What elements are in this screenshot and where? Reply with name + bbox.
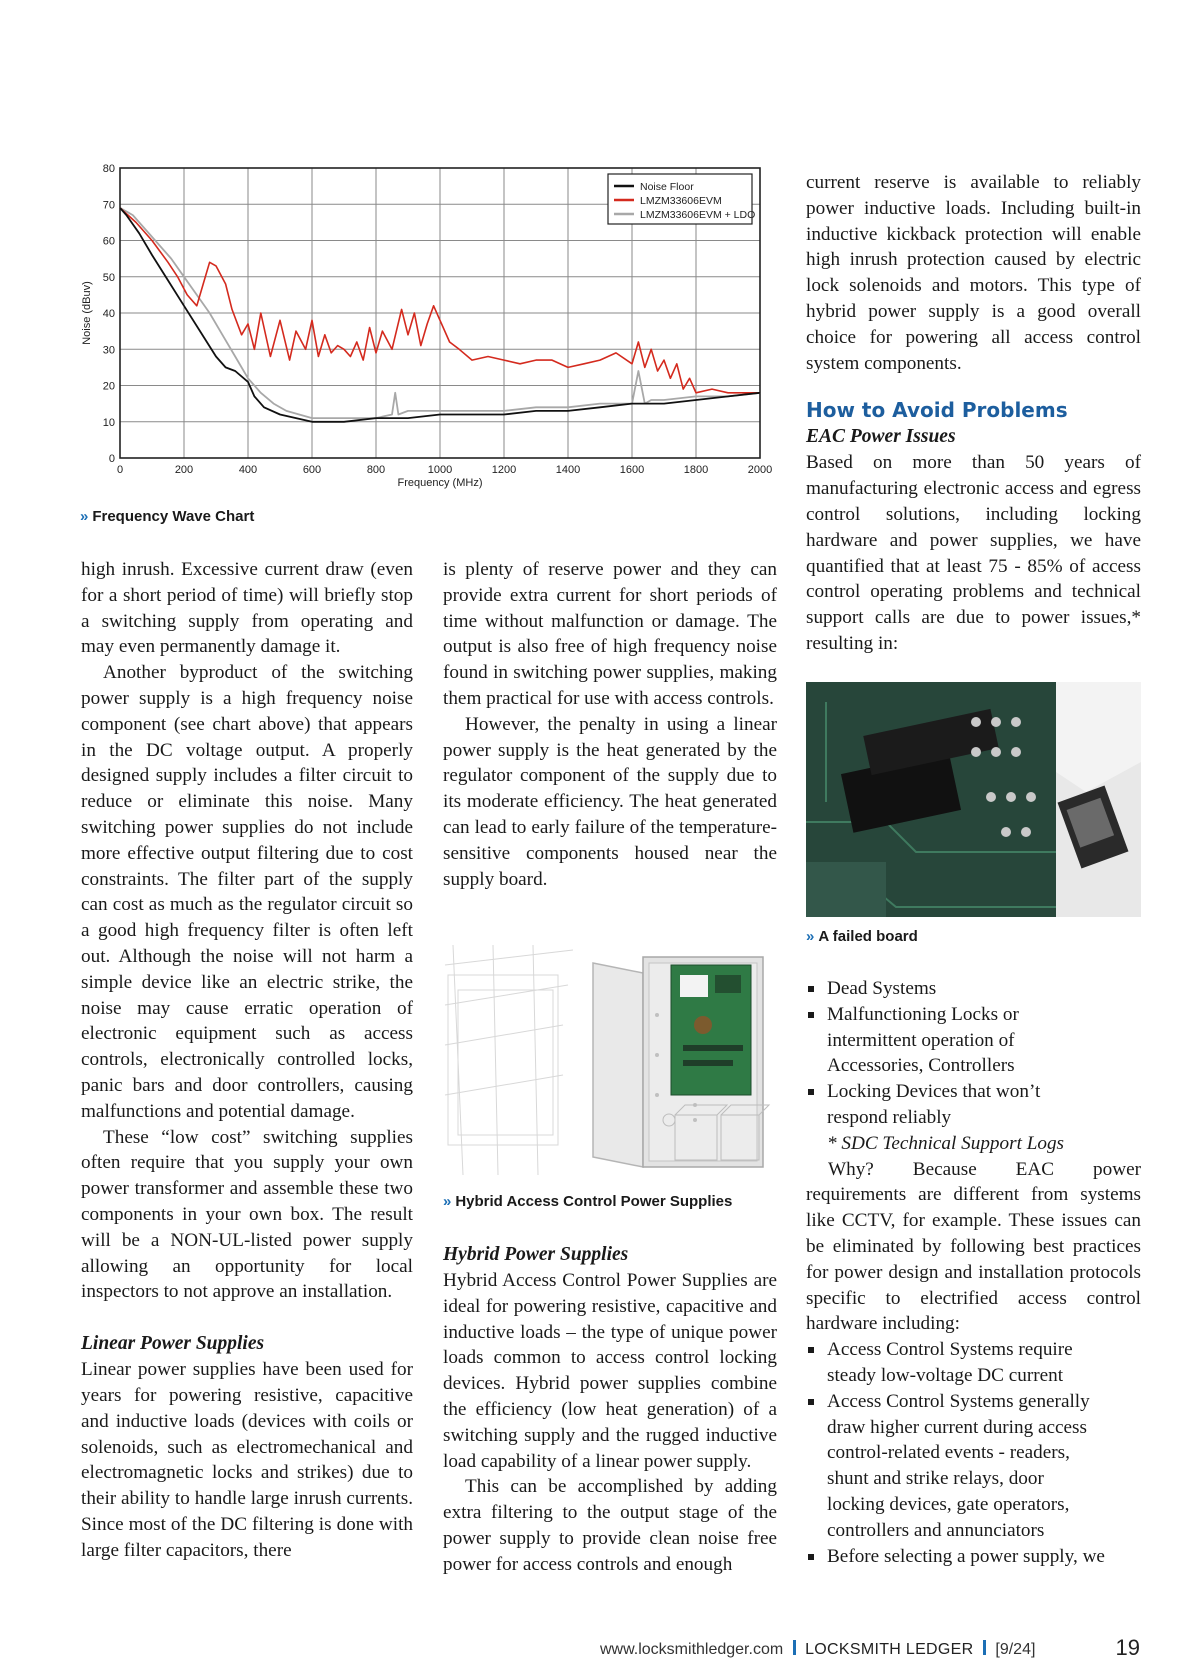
x-tick-label: 600 [302, 464, 322, 476]
x-tick-label: 200 [174, 464, 194, 476]
chevron-icon: » [80, 508, 89, 525]
failed-board-image [806, 682, 1141, 917]
y-tick-label: 40 [102, 308, 115, 320]
y-tick-label: 50 [102, 271, 115, 284]
footer-issue: [9/24] [995, 1641, 1036, 1658]
legend-label: LMZM33606EVM + LDO [640, 209, 756, 221]
requirements-list [806, 1337, 1106, 1569]
eac-power-issues-heading: EAC Power Issues [806, 426, 956, 448]
col1-paragraph-1: high inrush. Excessive current draw (even for a short period of time) will briefly stop a switching supply from operating and may even permanently damage it. [81, 559, 413, 658]
board-caption [806, 928, 918, 945]
x-axis-label: Frequency (MHz) [397, 477, 483, 489]
chart-caption [80, 508, 254, 525]
col3-paragraph-3: Why? Because EAC power requirements are different from systems like CCTV, for example. These issues can be eliminated by following best practices for power design and installation protocols specific to electrified access control hardware including: [806, 1158, 1141, 1335]
legend-label: LMZM33606EVM [640, 195, 722, 207]
column-3-top [806, 170, 1141, 657]
divider [793, 1640, 796, 1655]
footnote: * SDC Technical Support Logs [827, 1132, 1065, 1154]
column-1 [81, 557, 413, 1563]
x-tick-label: 1800 [683, 464, 709, 476]
board-caption-text: A failed board [818, 928, 918, 945]
y-tick-label: 30 [102, 344, 115, 357]
hybrid-power-supply-image [443, 945, 777, 1175]
col2-paragraph-2: However, the penalty in using a linear power supply is the heat generated by the regulator component of the supply due to its moderate efficiency. The heat generated can lead to early failure of the temperature-sensitive components housed near the supply board. [443, 713, 777, 890]
list-item: Access Control Systems require steady low-voltage DC current [806, 1337, 1106, 1389]
list-item: Before selecting a power supply, we [806, 1544, 1106, 1570]
divider [983, 1640, 986, 1655]
x-tick-label: 2000 [747, 464, 773, 476]
y-tick-label: 70 [102, 199, 115, 212]
footer-publication: LOCKSMITH LEDGER [805, 1641, 974, 1658]
how-to-avoid-problems-heading: How to Avoid Problems [806, 398, 1068, 423]
chevron-icon: » [443, 1193, 452, 1210]
footer-url[interactable]: www.locksmithledger.com [600, 1641, 784, 1658]
col2-paragraph-1: is plenty of reserve power and they can provide extra current for short periods of time without malfunction or damage. The output is also free of high frequency noise found in switching power supplies, making them practical for use with access controls. [443, 559, 777, 709]
y-tick-label: 10 [102, 416, 115, 429]
list-item: Access Control Systems generally draw higher current during access control-related events - readers, shunt and strike relays, door locking devices, gate operators, controllers and annunciators [806, 1389, 1106, 1544]
x-tick-label: 0 [116, 464, 124, 476]
y-axis-label: Noise (dBuv) [81, 281, 93, 345]
y-tick-label: 20 [102, 380, 115, 393]
x-tick-label: 400 [238, 464, 258, 476]
column-2-bottom [443, 1242, 777, 1578]
page-number: 19 [1115, 1635, 1140, 1660]
y-tick-label: 0 [108, 453, 115, 465]
column-3-bottom [806, 976, 1141, 1569]
chart-caption-text: Frequency Wave Chart [92, 508, 255, 525]
col3-paragraph-1: current reserve is available to reliably power inductive loads. Including built-in inductive kickback protection will enable high inrush protection caused by electric lock solenoids and motors. This type of hybrid power supply is a good overall choice for powering all access control system components. [806, 172, 1141, 374]
list-item: Malfunctioning Locks or intermittent operation of Accessories, Controllers [806, 1002, 1056, 1079]
hybrid-caption-text: Hybrid Access Control Power Supplies [455, 1193, 733, 1210]
col1-paragraph-4: Linear power supplies have been used for years for powering resistive, capacitive and inductive loads (devices with coils or solenoids, such as electromechanical and electromagnetic locks and strikes) due to their ability to handle large inrush currents. Since most of the DC filtering is done with large filter capacitors, there [81, 1359, 413, 1561]
linear-power-supplies-heading: Linear Power Supplies [81, 1333, 265, 1355]
col2-paragraph-4: This can be accomplished by adding extra filtering to the output stage of the power supply to provide clean noise free power for access controls and enough [443, 1476, 777, 1575]
col2-paragraph-3: Hybrid Access Control Power Supplies are ideal for powering resistive, capacitive and inductive loads – the type of unique power loads common to access control locking devices. Hybrid power supplies combine the efficiency (low heat generation) of a switching supply and the rugged inductive load capability of a linear power supply. [443, 1270, 777, 1472]
col1-paragraph-2: Another byproduct of the switching power supply is a high frequency noise component (see chart above) that appears in the DC voltage output. A properly designed supply includes a filter circuit to reduce or eliminate this noise. Many switching power supplies do not include more effective output filtering due to cost constraints. The filter part of the supply can cost as much as the regulator circuit so a good high frequency filter is often left out. Although the noise will not harm a simple device like an electric strike, the noise may cause erratic operation of electronic equipment such as access controls, electronically controlled locks, panic bars and door controllers, causing malfunctions and potential damage. [81, 662, 413, 1122]
chevron-icon: » [806, 928, 815, 945]
x-tick-label: 1200 [491, 464, 517, 476]
column-2-top [443, 557, 777, 892]
hybrid-power-supplies-heading: Hybrid Power Supplies [443, 1244, 629, 1265]
list-item: Dead Systems [806, 976, 1056, 1002]
page-footer [600, 1635, 1140, 1666]
hybrid-caption [443, 1193, 732, 1210]
col1-paragraph-3: These “low cost” switching supplies often require that you supply your own power transformer and assemble these two components in your own box. The result will be a NON-UL-listed power supply allowing an opportunity for local inspectors to not approve an installation. [81, 1126, 413, 1303]
legend-label: Noise Floor [640, 181, 694, 193]
x-tick-label: 800 [366, 464, 386, 476]
y-tick-label: 60 [102, 235, 115, 248]
x-tick-label: 1400 [555, 464, 581, 476]
y-tick-label: 80 [102, 163, 115, 175]
x-tick-label: 1600 [619, 464, 645, 476]
list-item: Locking Devices that won’t respond reliably [806, 1079, 1056, 1131]
frequency-wave-chart [78, 163, 773, 498]
problems-list [806, 976, 1056, 1131]
col3-paragraph-2: Based on more than 50 years of manufacturing electronic access and egress control solutions, including locking hardware and power supplies, we have quantified that at least 75 - 85% of access control operating problems and technical support calls are due to power issues,* resulting in: [806, 452, 1141, 654]
x-tick-label: 1000 [427, 464, 453, 476]
